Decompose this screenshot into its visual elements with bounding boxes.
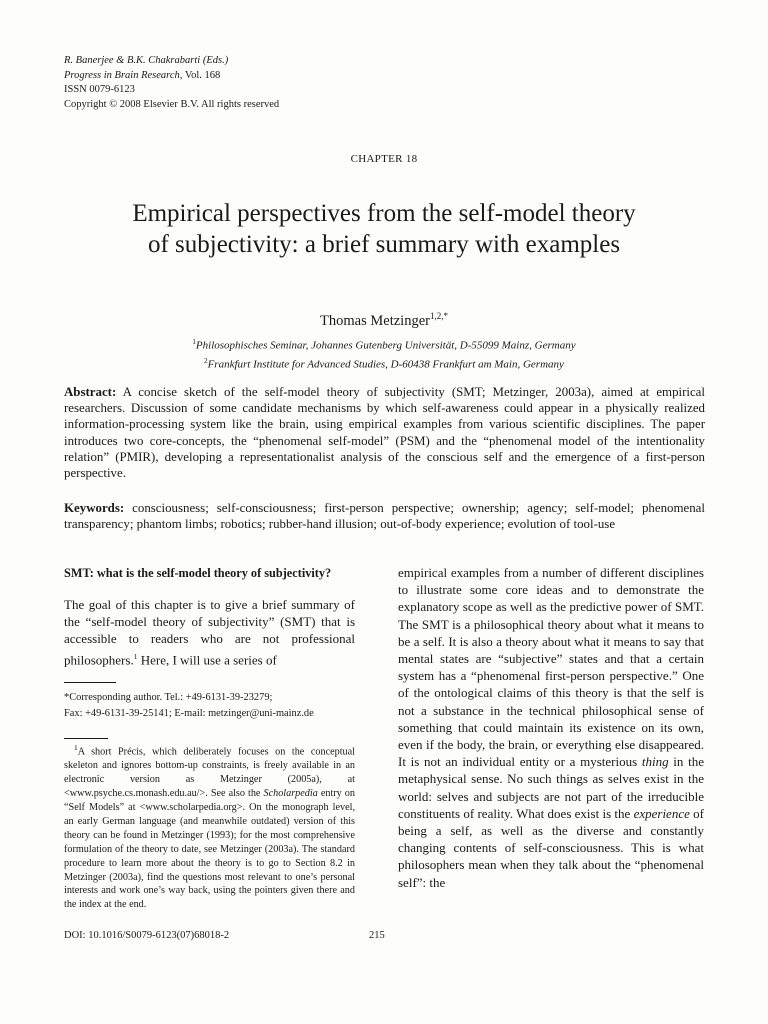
footnote-italic: Scholarpedia	[263, 788, 318, 800]
corresponding-line-2: Fax: +49-6131-39-25141; E-mail: metzinger@uni-mainz.de	[64, 707, 314, 719]
series-title: Progress in Brain Research	[64, 69, 180, 81]
affiliation-2	[40, 354, 728, 373]
page-number: 215	[369, 930, 385, 941]
keywords-text: consciousness; self-consciousness; first-person perspective; ownership; agency; self-model; phenomenal transparency; phantom limbs; robotics; rubber-hand illusion; out-of-body experience; evolution of tool-use	[64, 501, 705, 532]
footnote-divider	[64, 682, 116, 683]
volume: , Vol. 168	[179, 69, 221, 81]
doi-link[interactable]: DOI: 10.1016/S0079-6123(07)68018-2	[64, 930, 230, 941]
issn-line: ISSN 0079-6123	[64, 84, 135, 95]
section-heading: SMT: what is the self-model theory of subjectivity?	[64, 566, 332, 580]
footnote	[64, 741, 355, 912]
title-line-2: of subjectivity: a brief summary with examples	[147, 231, 621, 258]
abstract	[64, 384, 705, 481]
footnote-text-2: entry on “Self Models” at <www.scholarpedia.org>. On the monograph level, an early German language (and meanwhile outdated) version of this theory can be found in Metzinger (1993); for the most comprehensive formulation of the theory to date, see Metzinger (2003a). The standard procedure to learn more about the theory is to go to Section 8.2 in Metzinger (2003a), find the questions most relevant to one’s personal interests and work one’s way back, using the pointers given there and the index at the end.	[64, 788, 355, 911]
author-marks: 1,2,*	[429, 311, 448, 321]
left-column-paragraph	[64, 596, 355, 668]
keywords-label: Keywords:	[64, 501, 125, 515]
right-text-3: of being a self, as well as the diverse and constantly changing contents of self-consciousness. This is what philosophers mean when they talk about the “phenomenal self”: the	[398, 805, 704, 890]
author-line	[0, 311, 768, 330]
paper-title	[40, 198, 728, 260]
footnote-divider	[64, 738, 108, 739]
chapter-label: CHAPTER 18	[350, 153, 418, 165]
right-column-paragraph	[398, 564, 704, 891]
keywords	[64, 500, 705, 532]
corresponding-author-note	[64, 690, 364, 721]
affiliations	[40, 335, 728, 372]
abstract-label: Abstract:	[64, 385, 117, 399]
footnote-text-1: A short Précis, which deliberately focuses on the conceptual skeleton and ignores bottom-up constraints, is freely available in an electronic version as Metzinger (2005a), at <www.psyche.cs.monash.edu.au/>. See also the	[64, 746, 355, 800]
paragraph-text: The goal of this chapter is to give a brief summary of the “self-model theory of subjectivity” (SMT) that is accessible to readers who are not professional philosophers.	[64, 597, 355, 667]
affiliation-text: Frankfurt Institute for Advanced Studies, D-60438 Frankfurt am Main, Germany	[207, 358, 564, 371]
series-line	[64, 69, 279, 84]
paragraph-text-after: Here, I will use a series of	[137, 651, 277, 667]
title-line-1: Empirical perspectives from the self-model theory	[132, 200, 636, 227]
abstract-text: A concise sketch of the self-model theory of subjectivity (SMT; Metzinger, 2003a), aimed at empirical researchers. Discussion of some candidate mechanisms by which self-awareness could appear in a physically realized information-processing system like the brain, using empirical examples from various scientific disciplines. The paper introduces two core-concepts, the “phenomenal self-model” (PSM) and the “phenomenal model of the intentionality relation” (PMIR), developing a representationalist analysis of the conscious self and the emergence of a first-person perspective.	[64, 385, 705, 481]
affiliation-text: Philosophisches Seminar, Johannes Gutenberg Universität, D-55099 Mainz, Germany	[195, 339, 576, 352]
journal-header	[64, 54, 279, 112]
right-italic-2: experience	[633, 805, 690, 821]
corresponding-line-1: *Corresponding author. Tel.: +49-6131-39-23279;	[64, 692, 273, 703]
affiliation-1	[40, 335, 728, 354]
affiliation-num: 2	[204, 356, 208, 365]
right-italic-1: thing	[641, 754, 669, 770]
right-text-1: empirical examples from a number of different disciplines to illustrate some core ideas and to demonstrate the explanatory scope as well as the predictive power of SMT. The SMT is a philosophical theory about what it means to be a self. It is also a theory about what it means to say that mental states are “subjective” states and that a certain system has a “phenomenal first-person perspective.” One of the ontological claims of this theory is that the self is not a substance in the technical philosophical sense of something that could maintain its existence on its own, even if the body, the brain, or everything else disappeared. It is not an individual entity or a mysterious	[398, 565, 704, 770]
footnote-num: 1	[74, 743, 78, 752]
editors-line: R. Banerjee & B.K. Chakrabarti (Eds.)	[64, 55, 229, 66]
author-name: Thomas Metzinger	[320, 312, 430, 329]
copyright-line: Copyright © 2008 Elsevier B.V. All rights reserved	[64, 98, 280, 110]
affiliation-num: 1	[192, 338, 196, 346]
right-text-2: in the metaphysical sense. No such things as selves exist in the world: selves and subjects are not part of the irreducible constituents of reality. What does exist is the	[398, 754, 705, 821]
footnote-marker[interactable]: 1	[133, 651, 138, 661]
